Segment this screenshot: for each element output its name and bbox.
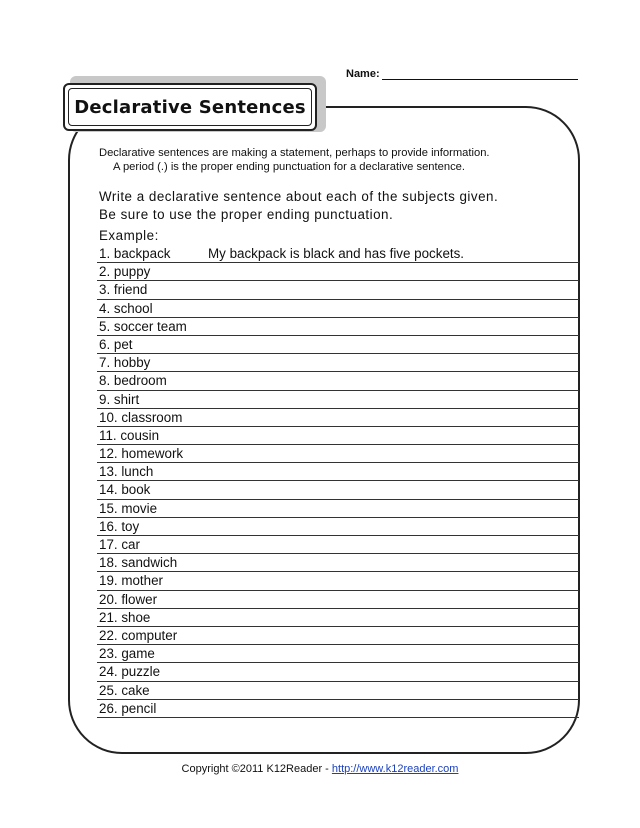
answer-row[interactable]: [97, 372, 579, 390]
subject-label: 26. pencil: [99, 700, 157, 716]
answer-row[interactable]: [97, 463, 579, 481]
answer-row[interactable]: [97, 409, 579, 427]
subject-label: 19. mother: [99, 573, 164, 589]
subject-label: 18. sandwich: [99, 555, 178, 571]
subject-label: 7. hobby: [99, 355, 151, 371]
name-label: Name:: [346, 68, 380, 80]
subject-label: 6. pet: [99, 336, 133, 352]
answer-row[interactable]: [97, 645, 579, 663]
page-title: Declarative Sentences: [74, 96, 306, 118]
subject-label: 24. puzzle: [99, 664, 161, 680]
k12reader-link[interactable]: http://www.k12reader.com: [331, 763, 459, 775]
answer-row[interactable]: [97, 281, 579, 299]
example-label: Example:: [99, 228, 159, 243]
subject-label: 10. classroom: [99, 409, 183, 425]
subject-label: 4. school: [99, 300, 153, 316]
answer-row[interactable]: [97, 627, 579, 645]
footer: [0, 763, 640, 775]
subject-label: 2. puppy: [99, 264, 151, 280]
subject-label: 5. soccer team: [99, 318, 187, 334]
answer-row[interactable]: [97, 554, 579, 572]
subject-label: 14. book: [99, 482, 151, 498]
title-box: [63, 83, 317, 131]
subject-label: 20. flower: [99, 591, 158, 607]
answer-row[interactable]: [97, 445, 579, 463]
name-underline[interactable]: [382, 69, 578, 80]
answer-row[interactable]: [97, 682, 579, 700]
instructions-line-2: Be sure to use the proper ending punctuation.: [99, 207, 394, 222]
subject-label: 16. toy: [99, 518, 140, 534]
answer-row[interactable]: [97, 336, 579, 354]
answer-list: [97, 245, 579, 718]
subject-label: 9. shirt: [99, 391, 140, 407]
answer-row[interactable]: [97, 518, 579, 536]
answer-row[interactable]: [97, 481, 579, 499]
answer-row[interactable]: [97, 300, 579, 318]
answer-row[interactable]: [97, 536, 579, 554]
answer-row[interactable]: [97, 427, 579, 445]
answer-row[interactable]: [97, 609, 579, 627]
subject-label: 3. friend: [99, 282, 148, 298]
subject-label: 22. computer: [99, 627, 178, 643]
answer-row[interactable]: [97, 500, 579, 518]
subject-label: 8. bedroom: [99, 373, 167, 389]
intro-text: [99, 146, 490, 174]
answer-row[interactable]: [97, 391, 579, 409]
subject-label: 17. car: [99, 537, 140, 552]
answer-row[interactable]: [97, 318, 579, 336]
name-field[interactable]: [346, 68, 578, 80]
instructions-line-1: Write a declarative sentence about each of the subjects given.: [99, 189, 499, 204]
answer-row[interactable]: [97, 700, 579, 718]
answer-row[interactable]: [97, 354, 579, 372]
subject-label: 13. lunch: [99, 464, 154, 480]
answer-row[interactable]: [97, 245, 579, 263]
subject-label: 11. cousin: [99, 427, 160, 443]
subject-label: 1. backpack: [99, 246, 171, 261]
intro-line-1: Declarative sentences are making a statement, perhaps to provide information.: [99, 147, 490, 159]
copyright-text: Copyright ©2011 K12Reader -: [181, 763, 332, 775]
example-sentence: My backpack is black and has five pockets.: [208, 246, 465, 261]
instructions: [99, 188, 498, 224]
subject-label: 15. movie: [99, 500, 158, 516]
subject-label: 25. cake: [99, 682, 150, 698]
answer-row[interactable]: [97, 572, 579, 590]
subject-label: 12. homework: [99, 446, 184, 462]
subject-label: 21. shoe: [99, 609, 151, 625]
answer-row[interactable]: [97, 591, 579, 609]
intro-line-2: A period (.) is the proper ending punctuation for a declarative sentence.: [113, 161, 466, 173]
answer-row[interactable]: [97, 263, 579, 281]
subject-label: 23. game: [99, 646, 155, 662]
answer-row[interactable]: [97, 663, 579, 681]
